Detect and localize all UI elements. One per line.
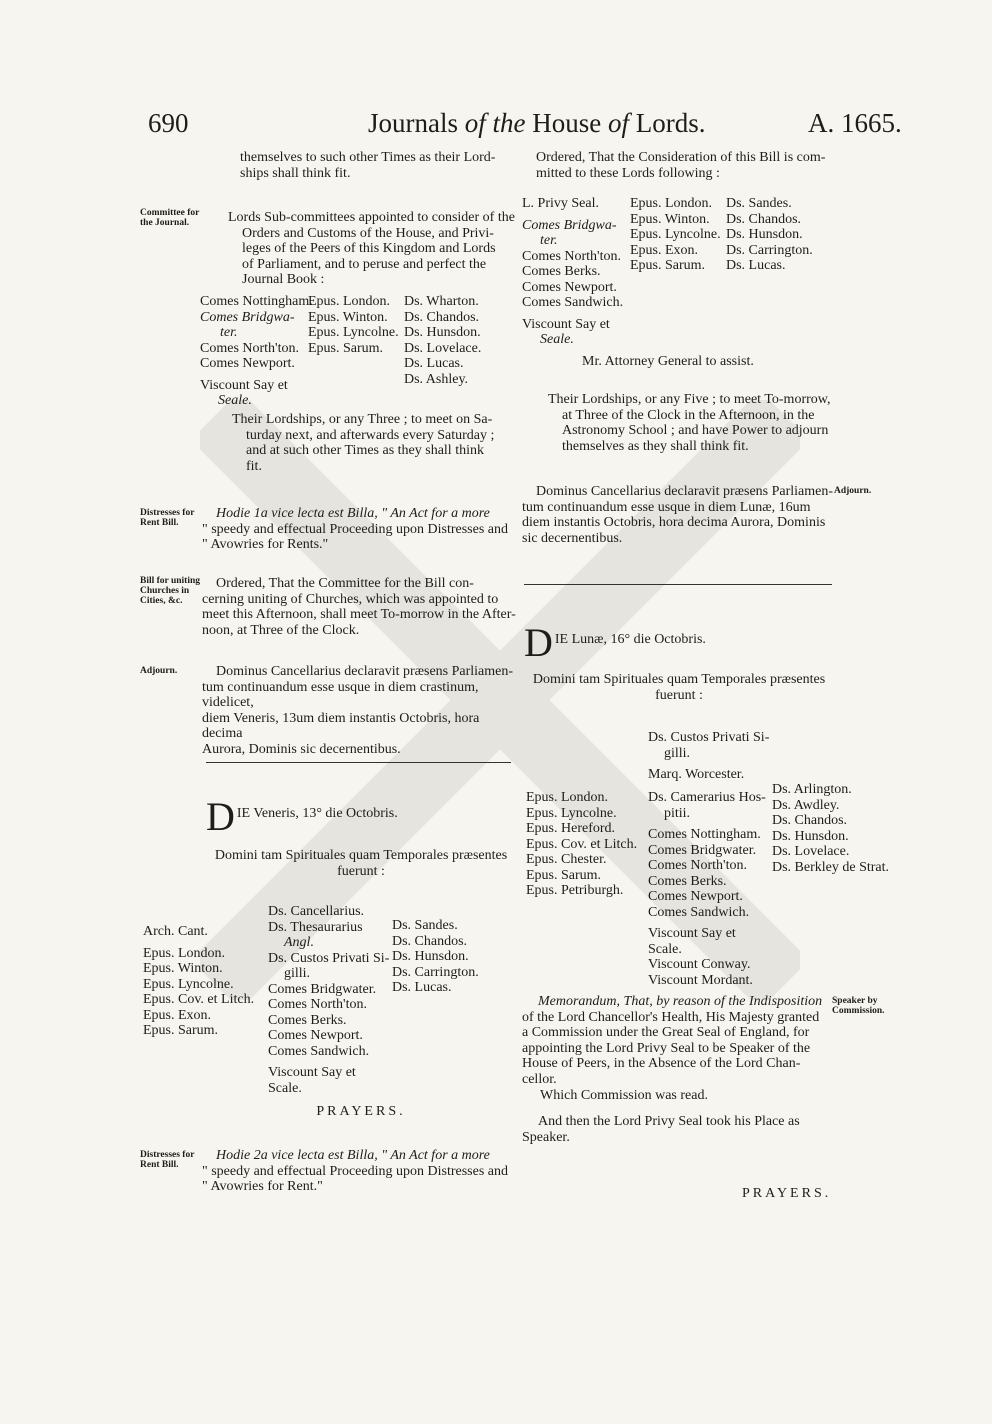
- present-lords-col-3: Ds. Sandes. Ds. Chandos. Ds. Hunsdon. Ds. Carrington. Ds. Lucas.: [392, 918, 479, 995]
- present-right-col-3: Ds. Arlington. Ds. Awdley. Ds. Chandos. Ds. Hunsdon. Ds. Lovelace. Ds. Berkley de Strat.: [772, 782, 890, 875]
- privy-seal-place: And then the Lord Privy Seal took his Place as Speaker.: [522, 1114, 800, 1145]
- present-lords-col-2: Ds. Cancellarius. Ds. Thesaurarius Angl. Ds. Custos Privati Si- gilli. Comes Bridgwater. Comes North'ton. Comes Berks. Comes Newport. Comes Sandwich. Viscount Say et Scale.: [268, 904, 390, 1096]
- die-lunae-heading: DIE Lunæ, 16° die Octobris.: [524, 620, 706, 665]
- present-right-top: Ds. Custos Privati Si- gilli. Marq. Worcester.: [648, 730, 770, 782]
- continuation-text: themselves to such other Times as their Lord- ships shall think fit.: [240, 150, 496, 181]
- adjourn-paragraph-right: Dominus Cancellarius declaravit præsens Parliamen- tum continuandum esse usque in diem Lunæ, 16um diem instantis Octobris, hora decima Aurora, Dominis sic decernentibus.: [522, 484, 834, 546]
- domini-heading-left: Domini tam Spirituales quam Temporales præsentes fuerunt :: [214, 848, 508, 879]
- ordered-churches: Ordered, That the Committee for the Bill con- cerning uniting of Churches, which was appointed to meet this Afternoon, shall meet To-morrow in the After- noon, at Three of the Clock.: [202, 576, 516, 638]
- ordered-consideration: Ordered, That the Consideration of this Bill is com- mitted to these Lords following :: [536, 150, 826, 181]
- committee-lords-list: [200, 294, 504, 409]
- three-meet-paragraph: Their Lordships, or any Three ; to meet on Sa- turday next, and afterwards every Saturday ; and at such other Times as they shall think fit.: [232, 412, 495, 474]
- present-lords-col-1: Arch. Cant. Epus. London. Epus. Winton. Epus. Lyncolne. Epus. Cov. et Litch. Epus. Exon. Epus. Sarum.: [143, 924, 255, 1038]
- section-divider-right: [524, 584, 832, 585]
- margin-note-committee: Committee for the Journal.: [140, 208, 200, 228]
- committee-right-col-3: Ds. Sandes. Ds. Chandos. Ds. Hunsdon. Ds. Carrington. Ds. Lucas.: [726, 196, 813, 273]
- committee-right-col-2: Epus. London. Epus. Winton. Epus. Lyncolne. Epus. Exon. Epus. Sarum.: [630, 196, 721, 273]
- attorney-assist: Mr. Attorney General to assist.: [582, 354, 754, 369]
- margin-note-adjourn: Adjourn.: [140, 666, 178, 676]
- prayers-left: PRAYERS.: [316, 1104, 406, 1119]
- margin-note-churches: Bill for uniting Churches in Cities, &c.: [140, 576, 201, 606]
- hodie-second-reading: Hodie 2a vice lecta est Billa, " An Act for a more " speedy and effectual Proceeding upon Distresses and " Avowries for Rent.": [202, 1148, 508, 1194]
- lords-column-3: Ds. Wharton. Ds. Chandos. Ds. Hunsdon. Ds. Lovelace. Ds. Lucas. Ds. Ashley.: [404, 294, 482, 387]
- margin-note-speaker: Speaker by Commission.: [832, 996, 885, 1016]
- margin-note-adjourn-right: Adjourn.: [834, 486, 872, 496]
- five-meet-paragraph: Their Lordships, or any Five ; to meet To-morrow, at Three of the Clock in the Afternoon, in the Astronomy School ; and have Power to adjourn themselves as they shall think fit.: [548, 392, 831, 454]
- lords-column-1: Comes Nottingham. Comes Bridgwa- ter. Comes North'ton. Comes Newport. Viscount Say et Seale.: [200, 294, 313, 408]
- present-right-col-2: Ds. Camerarius Hos- pitii. Comes Nottingham. Comes Bridgwater. Comes North'ton. Comes Berks. Comes Newport. Comes Sandwich. Viscount Say et Scale. Viscount Conway. Viscount Mordant.: [648, 790, 766, 988]
- running-title: Journals of the House of Lords.: [368, 108, 706, 138]
- committee-right-col-1: L. Privy Seal. Comes Bridgwa- ter. Comes North'ton. Comes Berks. Comes Newport. Comes Sandwich. Viscount Say et Seale.: [522, 196, 624, 347]
- year: A. 1665.: [808, 108, 902, 138]
- hodie-first-reading: Hodie 1a vice lecta est Billa, " An Act for a more " speedy and effectual Proceeding upon Distresses and " Avowries for Rents.": [202, 506, 508, 552]
- prayers-right: PRAYERS.: [742, 1186, 832, 1201]
- die-veneris-heading: DIE Veneris, 13° die Octobris.: [206, 794, 398, 839]
- page-number: 690: [148, 108, 189, 138]
- section-divider-left: [206, 762, 511, 763]
- margin-note-distresses-2: Distresses for Rent Bill.: [140, 1150, 195, 1170]
- adjourn-paragraph-left: Dominus Cancellarius declaravit præsens Parliamen- tum continuandum esse usque in diem crastinum, videlicet, diem Veneris, 13um diem instantis Octobris, hora decima Aurora, Dominis sic decernentibus.: [202, 664, 514, 757]
- present-right-col-1: Epus. London. Epus. Lyncolne. Epus. Hereford. Epus. Cov. et Litch. Epus. Chester. Epus. Sarum. Epus. Petriburgh.: [526, 790, 638, 898]
- subcommittee-paragraph: Lords Sub-committees appointed to consider of the Orders and Customs of the House, and Privi- leges of the Peers of this Kingdom and Lords of Parliament, and to peruse and perfect the Journal Book :: [228, 210, 515, 287]
- commission-read: Which Commission was read.: [540, 1088, 708, 1103]
- lords-column-2: Epus. London. Epus. Winton. Epus. Lyncolne. Epus. Sarum.: [308, 294, 399, 356]
- domini-heading-right: Domini tam Spirituales quam Temporales præsentes fuerunt :: [532, 672, 826, 703]
- memorandum-paragraph: Memorandum, That, by reason of the Indisposition of the Lord Chancellor's Health, His Majesty granted a Commission under the Great Seal of England, for appointing the Lord Privy Seal to be Speaker of the House of Peers, in the Absence of the Lord Chan- cellor.: [522, 994, 823, 1087]
- margin-note-distresses-1: Distresses for Rent Bill.: [140, 508, 195, 528]
